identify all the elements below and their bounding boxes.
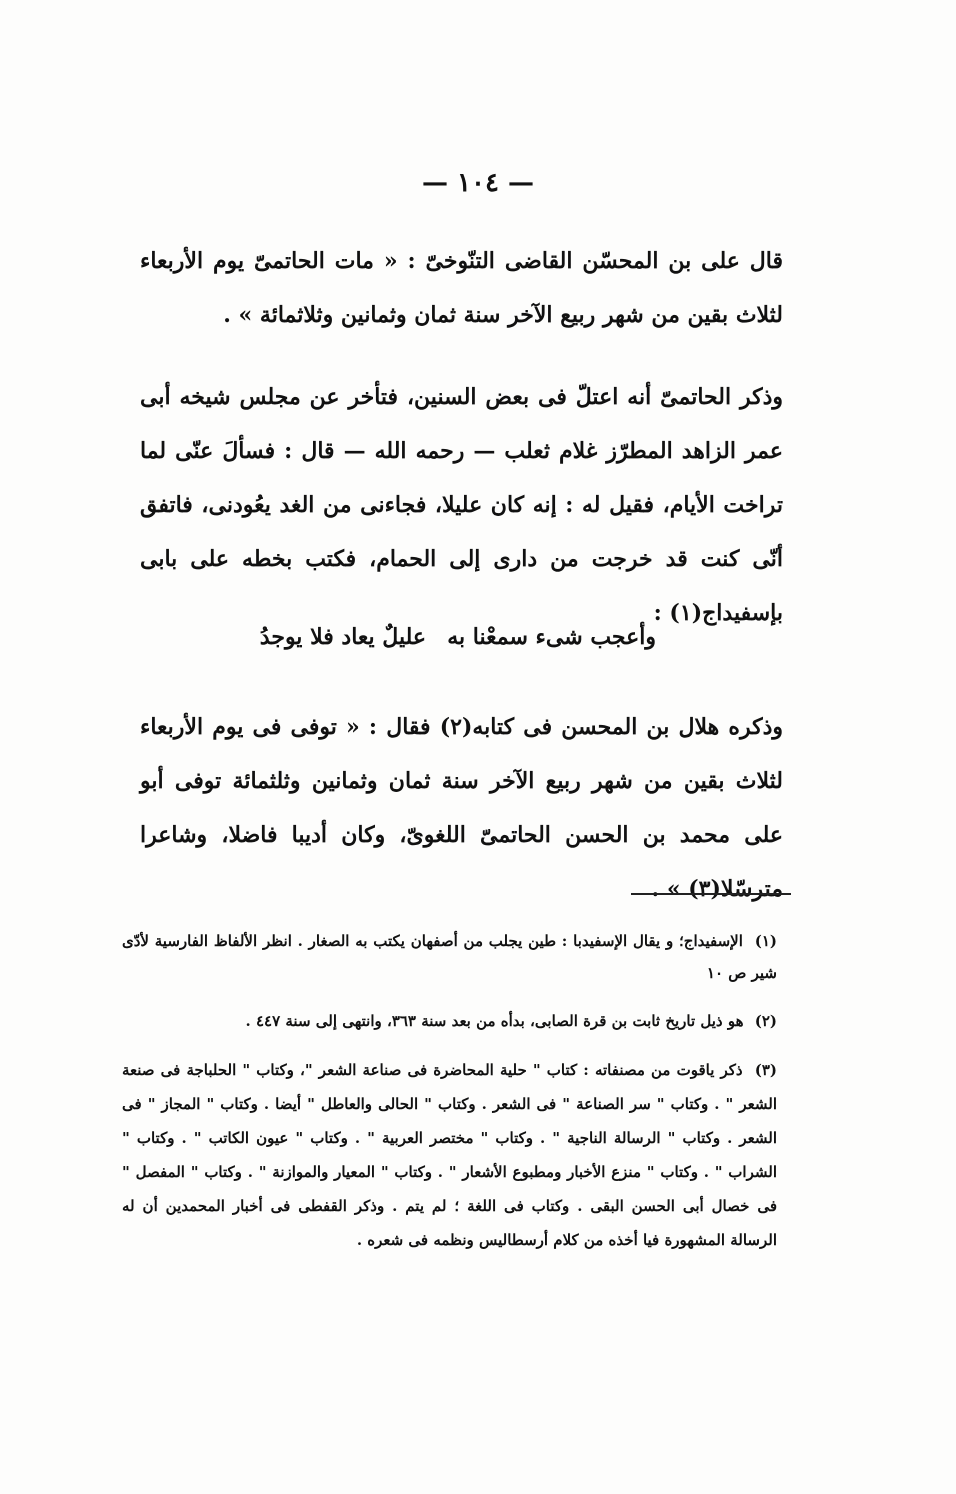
paragraph-death-date	[140, 234, 783, 342]
footnotes	[122, 925, 777, 1257]
footnote-number: (٣)	[754, 1061, 777, 1079]
page-number: — ١٠٤ —	[421, 168, 535, 198]
footnote-number: (١)	[754, 932, 777, 950]
paragraph-text: وذكره هلال بن المحسن فى كتابه(٢) فقال : « توفى فى يوم الأربعاء لثلاث بقين من شهر ربيع الآخر سنة ثمان وثمانين وثلثمائة توفى أبو على محمد بن الحسن الحاتمىّ اللغوىّ، وكان أديبا فاضلا، وشاعرا مترسّلا(٣) » .	[140, 714, 783, 902]
footnote-number: (٢)	[754, 1012, 777, 1030]
paragraph-text: وذكر الحاتمىّ أنه اعتلّ فى بعض السنين، فتأخر عن مجلس شيخه أبى عمر الزاهد المطرّز غلام ثعلب — رحمه الله — قال : فسألَ عنّى لما تراخت الأيام، فقيل له : إنه كان عليلا، فجاءنى من الغد يعُودنى، فاتفق أنّى كنت قد خرجت من دارى إلى الحمام، فكتب بخطه على بابى بإسفيداج(١) :	[140, 384, 783, 626]
footnote-1	[122, 925, 777, 989]
paragraph-anecdote	[140, 370, 783, 640]
verse-right-hemistich: وأعجب شىء سمعْنا به	[447, 624, 656, 650]
verse-left-hemistich: عليلٌ يعاد فلا يوجدُ	[259, 624, 426, 650]
footnote-text: هو ذيل تاريخ ثابت بن قرة الصابى، بدأه من بعد سنة ٣٦٣، وانتهى إلى سنة ٤٤٧ .	[245, 1012, 744, 1030]
footnote-2	[122, 1005, 777, 1037]
paragraph-text: قال على بن المحسّن القاضى التنّوخىّ : « مات الحاتمىّ يوم الأربعاء لثلاث بقين من شهر ربيع الآخر سنة ثمان وثمانين وثلاثمائة » .	[140, 248, 783, 328]
footnote-3	[122, 1053, 777, 1257]
paragraph-hilal-account	[140, 700, 783, 916]
footnote-divider	[631, 893, 791, 895]
footnote-text: الإسفيداج؛ و يقال الإسفيدبا : طين يجلب من أصفهان يكتب به الصغار . انظر الألفاظ الفارسية لأدّى شير ص ١٠	[122, 932, 777, 982]
footnote-text: ذكر ياقوت من مصنفاته : كتاب " حلية المحاضرة فى صناعة الشعر "، وكتاب " الحلباجة فى صنعة الشعر " . وكتاب " سر الصناعة " فى الشعر . وكتاب " الحالى والعاطل " أيضا . وكتاب " المجاز " فى الشعر . وكتاب " الرسالة الناجية " . وكتاب " مختصر العربية " . وكتاب " عيون الكاتب " . وكتاب " الشراب " . وكتاب " منزع الأخبار ومطبوع الأشعار " . وكتاب " المعيار والموازنة " . وكتاب " المفصل " فى خصال أبى الحسن البقى . وكتاب فى اللغة ؛ لم يتم . وذكر القفطى فى أخبار المحمدين أن له الرسالة المشهورة فيا أخذه من كلام أرسطاليس ونظمه فى شعره .	[122, 1061, 777, 1249]
